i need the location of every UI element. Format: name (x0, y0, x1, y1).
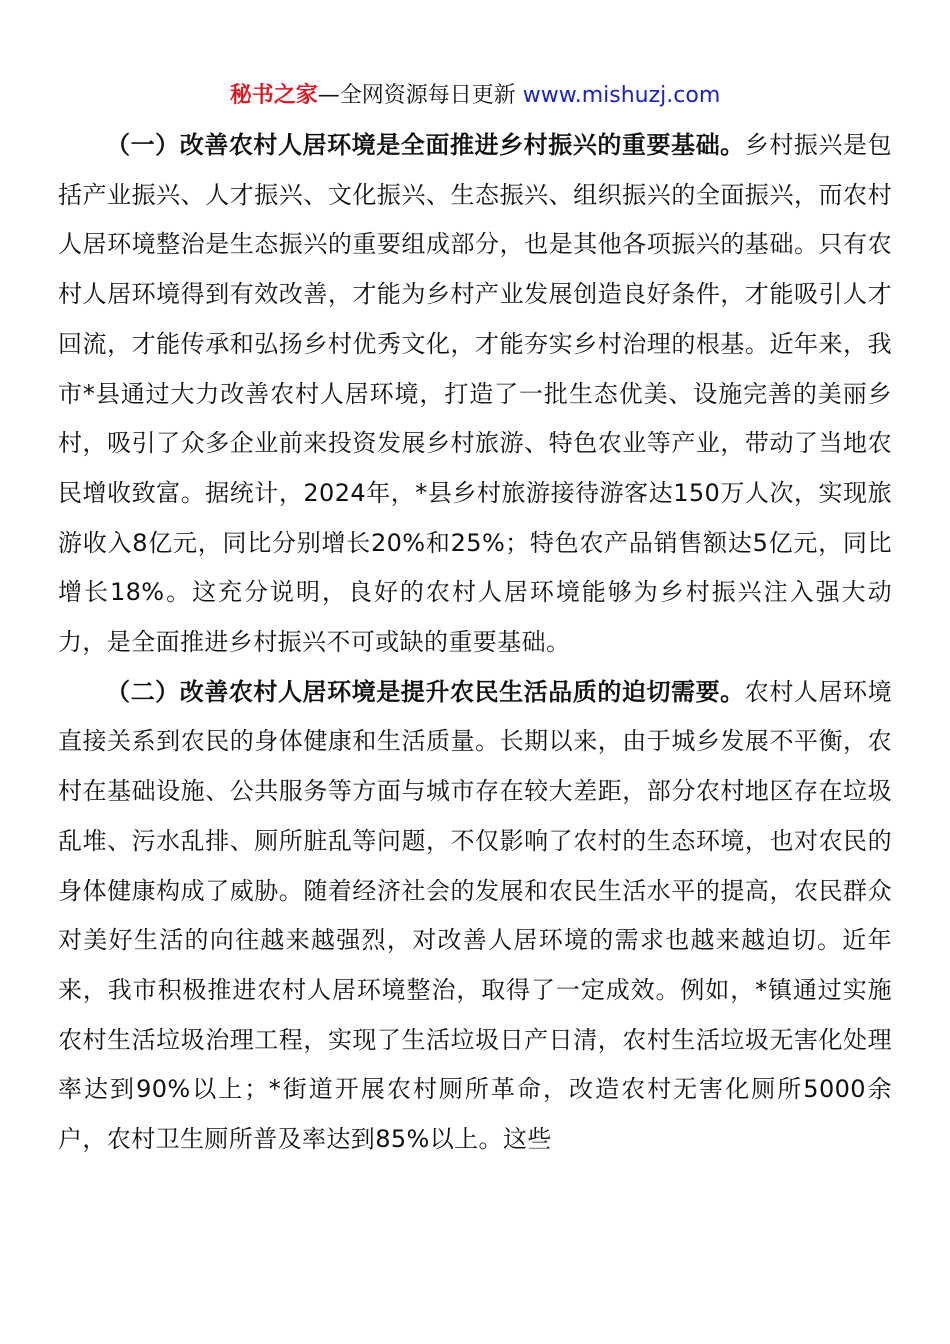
brand-name: 秘书之家 (229, 83, 318, 108)
paragraph-1-heading: （一）改善农村人居环境是全面推进乡村振兴的重要基础。 (106, 131, 745, 159)
paragraph-2-text: 农村人居环境直接关系到农民的身体健康和生活质量。长期以来，由于城乡发展不平衡，农村在基础设施、公共服务等方面与城市存在较大差距，部分农村地区存在垃圾乱堆、污水乱排、厕所脏乱等问题，不仅影响了农村的生态环境，也对农民的身体健康构成了威胁。随着经济社会的发展和农民生活水平的提高，农民群众对美好生活的向往越来越强烈，对改善人居环境的需求也越来越迫切。近年来，我市积极推进农村人居环境整治，取得了一定成效。例如，*镇通过实施农村生活垃圾治理工程，实现了生活垃圾日产日清，农村生活垃圾无害化处理率达到90%以上；*街道开展农村厕所革命，改造农村无害化厕所5000余户，农村卫生厕所普及率达到85%以上。这些 (58, 677, 892, 1154)
paragraph-1-text: 乡村振兴是包括产业振兴、人才振兴、文化振兴、生态振兴、组织振兴的全面振兴，而农村人居环境整治是生态振兴的重要组成部分，也是其他各项振兴的基础。只有农村人居环境得到有效改善，才能为乡村产业发展创造良好条件，才能吸引人才回流，才能传承和弘扬乡村优秀文化，才能夯实乡村治理的根基。近年来，我市*县通过大力改善农村人居环境，打造了一批生态优美、设施完善的美丽乡村，吸引了众多企业前来投资发展乡村旅游、特色农业等产业，带动了当地农民增收致富。据统计，2024年，*县乡村旅游接待游客达150万人次，实现旅游收入8亿元，同比分别增长20%和25%；特色农产品销售额达5亿元，同比增长18%。这充分说明，良好的农村人居环境能够为乡村振兴注入强大动力，是全面推进乡村振兴不可或缺的重要基础。 (58, 131, 892, 657)
site-url-link[interactable]: www.mishuzj.com (522, 83, 721, 108)
paragraph-1 (58, 121, 892, 668)
site-header (0, 80, 950, 112)
paragraph-2 (58, 668, 892, 1165)
header-tagline: —全网资源每日更新 (317, 83, 523, 108)
article-body (58, 121, 892, 1165)
paragraph-2-heading: （二）改善农村人居环境是提升农民生活品质的迫切需要。 (106, 677, 745, 706)
